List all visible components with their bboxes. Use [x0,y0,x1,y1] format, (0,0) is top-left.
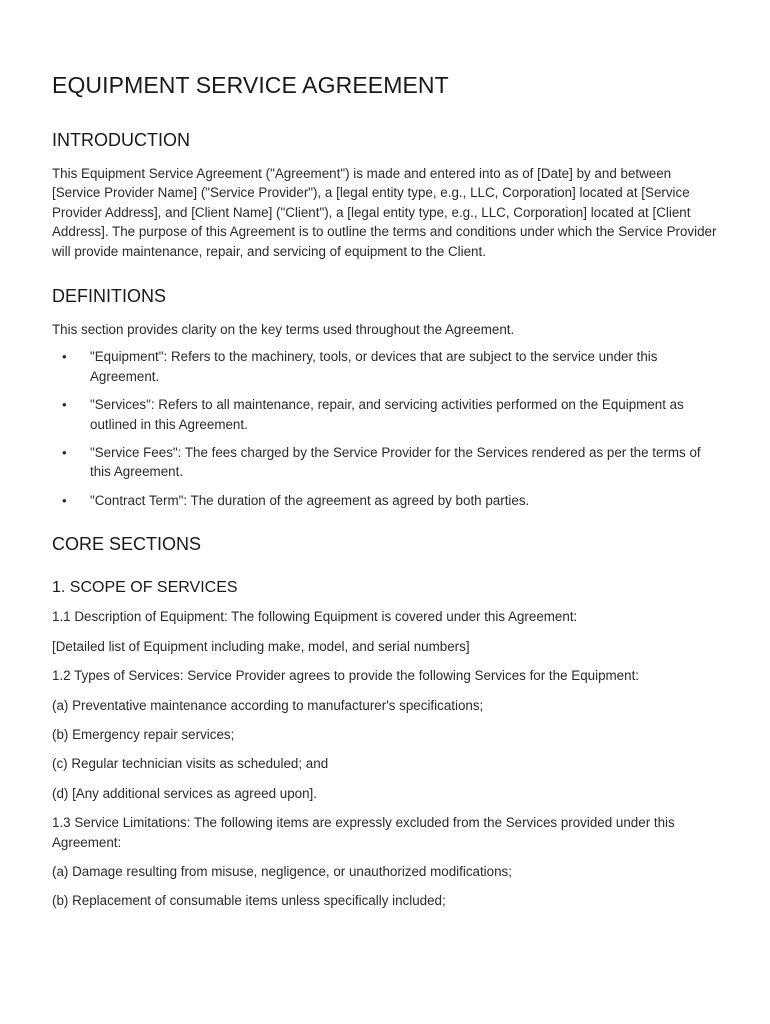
definition-item [52,347,720,386]
definition-item [52,443,720,482]
scope-paragraph: (b) Emergency repair services; [52,726,235,742]
document-title: EQUIPMENT SERVICE AGREEMENT [52,72,449,98]
definition-text: "Services": Refers to all maintenance, repair, and servicing activities performed on the Equipment as outlined in this Agreement. [90,397,684,432]
bullet-icon: • [62,492,67,508]
scope-paragraph: (a) Damage resulting from misuse, negligence, or unauthorized modifications; [52,863,512,879]
document-page [52,68,720,921]
scope-paragraph: (d) [Any additional services as agreed upon]. [52,785,317,801]
scope-paragraph: 1.3 Service Limitations: The following items are expressly excluded from the Services provided under this Agreement: [52,815,675,850]
definition-item [52,491,720,510]
scope-paragraph: (c) Regular technician visits as scheduled; and [52,756,329,772]
introduction-text: This Equipment Service Agreement ("Agreement") is made and entered into as of [Date] by and between [Service Provider Name] ("Service Provider"), a [legal entity type, e.g., LLC, Corporation] located at [Service Provider Address], and [Client Name] ("Client"), a [legal entity type, e.g., LLC, Corporation] located at [Client Address]. The purpose of this Agreement is to outline the terms and conditions under which the Service Provider will provide maintenance, repair, and servicing of equipment to the Client. [52,166,717,259]
definition-text: "Equipment": Refers to the machinery, tools, or devices that are subject to the service under this Agreement. [90,349,658,384]
definitions-intro: This section provides clarity on the key terms used throughout the Agreement. [52,322,515,338]
definition-text: "Contract Term": The duration of the agreement as agreed by both parties. [90,492,530,508]
definitions-list [52,347,720,510]
bullet-icon: • [62,349,67,365]
scope-paragraph: 1.1 Description of Equipment: The following Equipment is covered under this Agreement: [52,609,578,625]
scope-paragraph: [Detailed list of Equipment including make, model, and serial numbers] [52,638,470,654]
bullet-icon: • [62,397,67,413]
scope-paragraph: (a) Preventative maintenance according to manufacturer's specifications; [52,697,484,713]
introduction-heading: INTRODUCTION [52,130,190,150]
scope-heading: 1. SCOPE OF SERVICES [52,579,238,597]
scope-paragraph: (b) Replacement of consumable items unless specifically included; [52,893,446,909]
definition-text: "Service Fees": The fees charged by the Service Provider for the Services rendered as per the terms of this Agreement. [90,445,701,480]
definitions-heading: DEFINITIONS [52,286,167,307]
definition-item [52,395,720,434]
core-sections-heading: CORE SECTIONS [52,534,202,555]
scope-paragraph: 1.2 Types of Services: Service Provider agrees to provide the following Services for the Equipment: [52,668,640,684]
bullet-icon: • [62,445,67,461]
